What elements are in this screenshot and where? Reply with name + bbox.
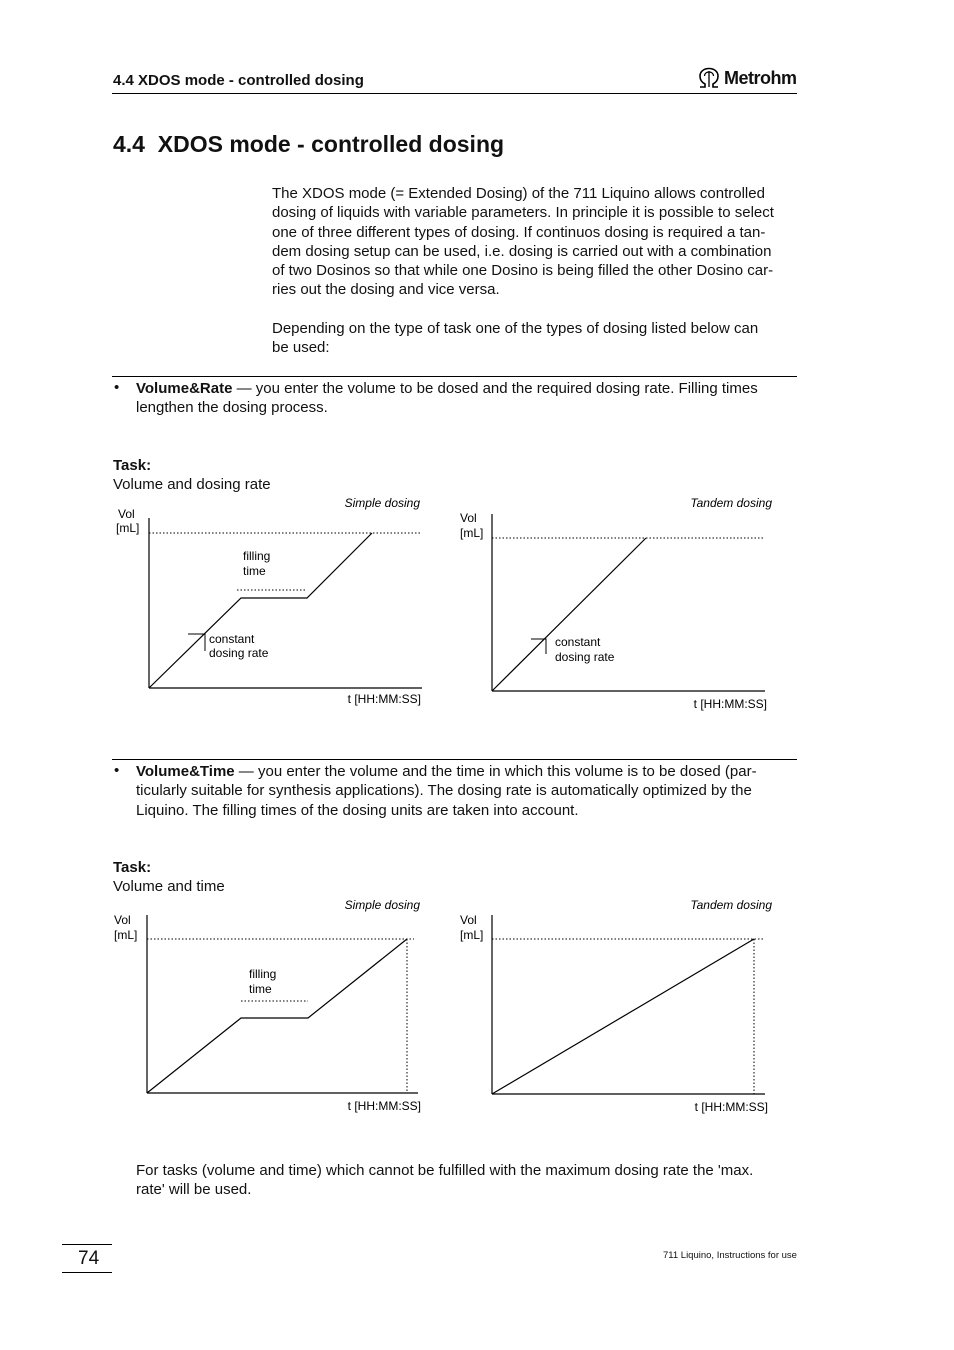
bullet-volume-rate [136,379,801,418]
diagram-caption: Tandem dosing [690,898,772,912]
bullet-text: — you enter the volume and the time in which this volume is to be dosed (par- [234,763,757,780]
diagram-caption: Simple dosing [344,898,420,912]
filling-label: filling [243,549,271,563]
x-axis-label: t [HH:MM:SS] [347,1099,421,1113]
diagram-caption: Tandem dosing [690,496,772,510]
y-axis-label: Vol [460,511,477,525]
intro-line: dem dosing setup can be used, i.e. dosing is carried out with a combination [272,242,772,260]
task-description: Volume and dosing rate [113,476,271,493]
closing-line: For tasks (volume and time) which cannot be fulfilled with the maximum dosing rate the 'max. [136,1162,754,1179]
task-description: Volume and time [113,878,225,895]
intro-line: Depending on the type of task one of the types of dosing listed below can [272,320,759,337]
y-axis-label: Vol [118,507,135,521]
logo-wordmark: Metrohm [724,67,797,88]
closing-line: rate' will be used. [136,1181,252,1199]
omega-logo-icon [697,67,721,89]
bullet-marker: • [114,762,120,779]
bullet-text: Liquino. The filling times of the dosing units are taken into account. [136,801,579,819]
diagram-tandem-dosing-time [455,893,775,1118]
dosing-rate-label: dosing rate [555,650,615,664]
header-rule [112,93,797,94]
time-label: time [243,564,266,578]
diagram-simple-dosing-time [108,893,428,1118]
intro-line: be used: [272,339,330,357]
intro-line: one of three different types of dosing. If continuos dosing is required a tan- [272,223,766,241]
intro-line: dosing of liquids with variable parameters. In principle it is possible to select [272,204,774,222]
task-label: Task: [113,457,152,474]
dosing-curve [492,939,754,1094]
metrohm-logo [697,66,797,90]
x-axis-label: t [HH:MM:SS] [347,692,421,706]
intro-line: ries out the dosing and vice versa. [272,281,500,299]
dosing-curve [147,939,407,1093]
constant-label: constant [555,635,601,649]
diagram-simple-dosing-rate [110,490,430,715]
bullet-volume-time [136,762,801,820]
diagram-tandem-dosing-rate [455,490,775,715]
page-number: 74 [78,1248,100,1269]
closing-paragraph [136,1161,801,1200]
page-number-rule-bottom [62,1272,112,1273]
y-axis-unit: [mL] [114,928,138,942]
page-number-rule-top [62,1244,112,1245]
y-axis-unit: [mL] [460,928,484,942]
y-axis-label: Vol [460,913,477,927]
filling-label: filling [249,967,277,981]
x-axis-label: t [HH:MM:SS] [693,697,767,711]
bullet-text: — you enter the volume to be dosed and the required dosing rate. Filling times [232,380,758,397]
intro-line: The XDOS mode (= Extended Dosing) of the 711 Liquino allows controlled [272,185,765,202]
section-separator [112,759,797,760]
constant-label: constant [209,632,255,646]
time-label: time [249,982,272,996]
bullet-text: ticularly suitable for synthesis applications). The dosing rate is automatically optimized by the [136,782,752,800]
intro-paragraph-2 [272,319,802,358]
bullet-term: Volume&Rate [136,380,233,397]
bullet-term: Volume&Time [136,763,235,780]
footer-text: 711 Liquino, Instructions for use [663,1250,797,1261]
intro-line: of two Dosinos so that while one Dosino is being filled the other Dosino car- [272,262,774,280]
y-axis-unit: [mL] [116,521,140,535]
x-axis-label: t [HH:MM:SS] [694,1100,768,1114]
dosing-rate-label: dosing rate [209,646,269,660]
running-header-title: 4.4 XDOS mode - controlled dosing [113,72,364,89]
y-axis-label: Vol [114,913,131,927]
task-label: Task: [113,859,152,876]
section-separator [112,376,797,377]
bullet-marker: • [114,379,120,396]
dosing-curve [492,538,646,691]
rate-triangle [531,639,546,654]
bullet-text: lengthen the dosing process. [136,399,328,417]
intro-paragraph [272,184,802,300]
section-title: 4.4 XDOS mode - controlled dosing [113,131,505,157]
diagram-caption: Simple dosing [344,496,420,510]
y-axis-unit: [mL] [460,526,484,540]
